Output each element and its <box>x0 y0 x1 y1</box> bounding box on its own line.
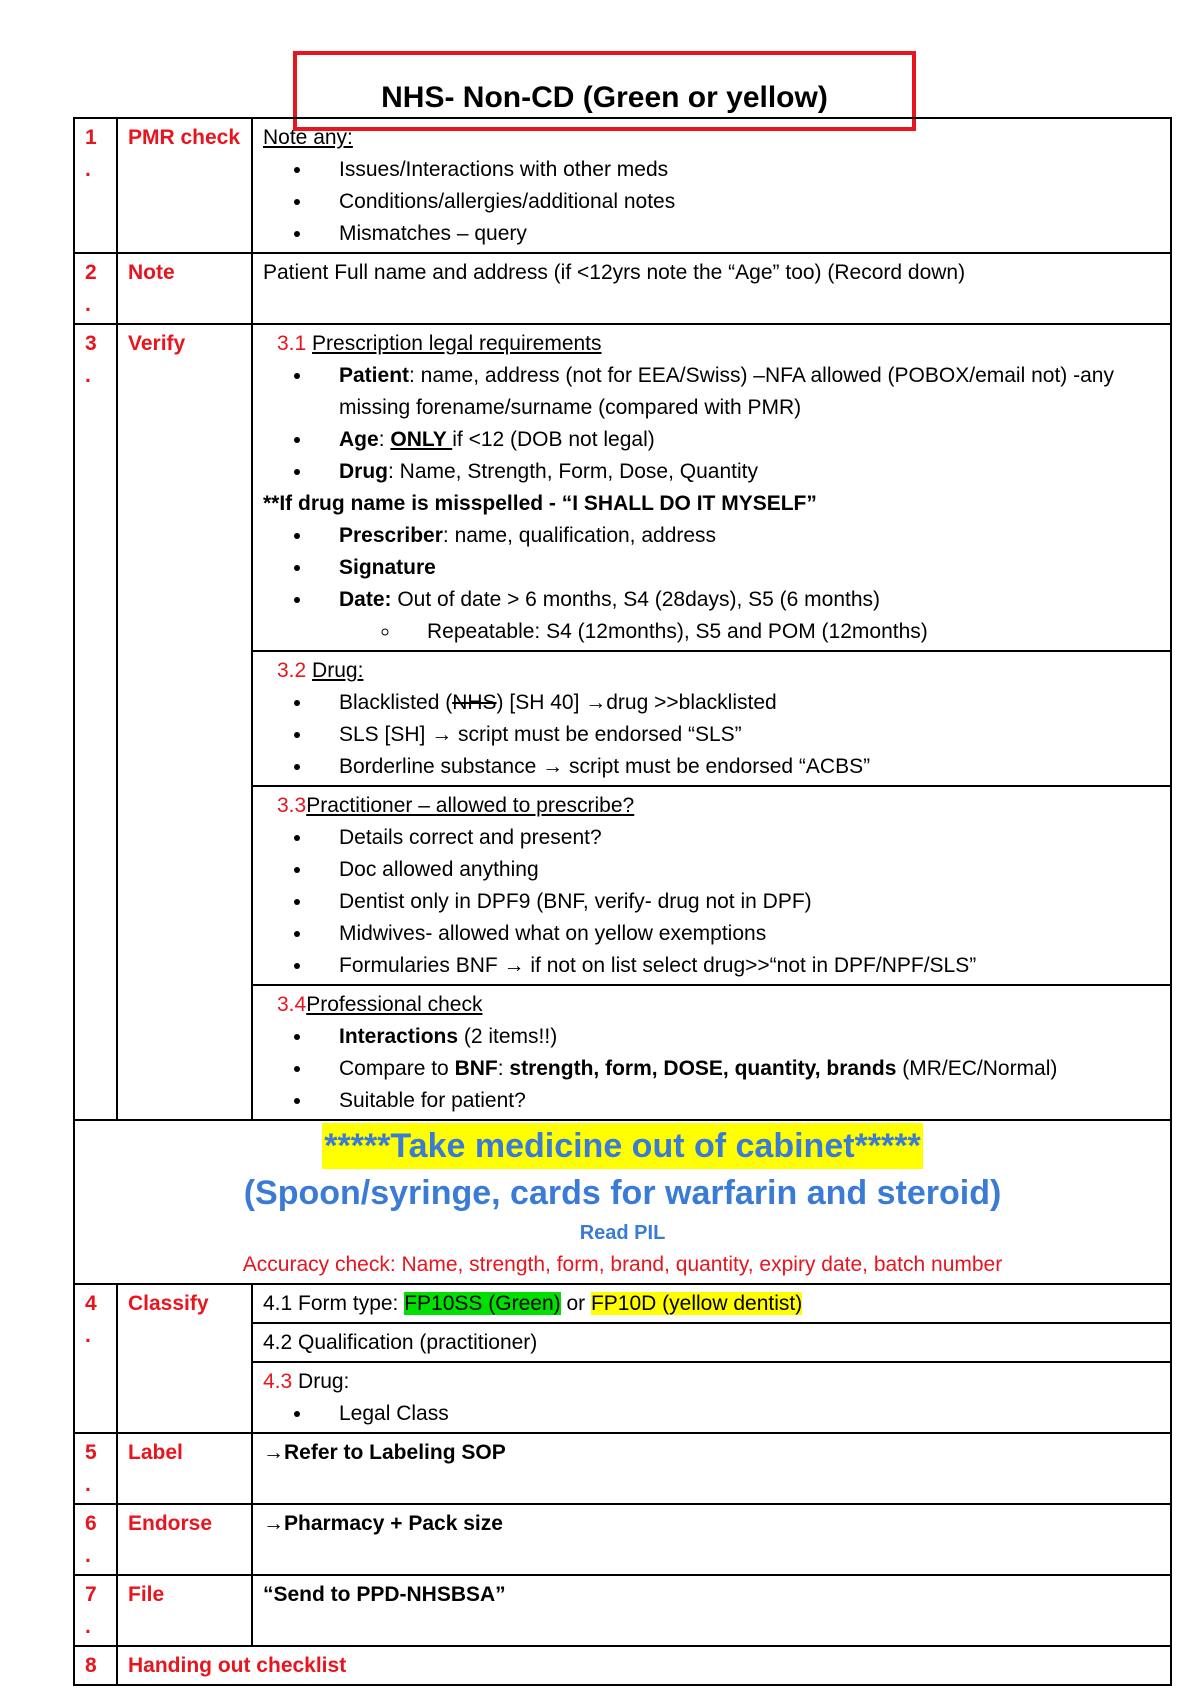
step-content: →Refer to Labeling SOP <box>252 1433 1171 1504</box>
step-label: Classify <box>117 1284 252 1433</box>
note-any-heading: Note any: <box>263 126 353 149</box>
list-item: ◦ Repeatable: S4 (12months), S5 and POM (12months) <box>401 616 1160 648</box>
page-title: NHS- Non-CD (Green or yellow) <box>381 81 828 114</box>
step-number: 2 . <box>74 253 117 324</box>
step-number: 4 . <box>74 1284 117 1433</box>
list-item: • Patient: name, address (not for EEA/Swiss) –NFA allowed (POBOX/email not) -any missing forename/surname (compared with PMR) <box>313 360 1160 424</box>
step-row-3 <box>74 324 1171 651</box>
step-row-4 <box>74 1284 1171 1323</box>
section-3-1: 3.1 Prescription legal requirements • Patient: name, address (not for EEA/Swiss) –NFA allowed (POBOX/email not) -any missing forename/surname (compared with PMR) • Age: ONLY if <12 (DOB not legal) • Drug: Name, Strength, Form, Dose, Quantity **If drug name is misspelled - “I SHALL DO IT MYSELF” • Prescriber: name, qualification, address • Signature • Date: Out of date > 6 months, S4 (28days), S5 (6 months) ◦ Repeatable: S4 (12months), S5 and POM (12months) <box>252 324 1171 651</box>
arrow-right-icon: → <box>585 691 607 714</box>
list-item: • Age: ONLY if <12 (DOB not legal) <box>313 424 1160 456</box>
list-item: • Midwives- allowed what on yellow exemptions <box>313 918 1160 950</box>
step-number: 7 . <box>74 1575 117 1646</box>
step-label: Label <box>117 1433 252 1504</box>
section-3-2: 3.2 Drug: • Blacklisted (NHS) [SH 40] →drug >>blacklisted • SLS [SH] → script must be endorsed “SLS” • Borderline substance → script must be endorsed “ACBS” <box>252 651 1171 786</box>
banner-subline: (Spoon/syringe, cards for warfarin and steroid) <box>243 1174 1002 1212</box>
step-row-5 <box>74 1433 1171 1504</box>
arrow-right-icon: → <box>263 1441 284 1464</box>
section-title: Professional check <box>306 993 483 1016</box>
read-pil-text: Read PIL <box>579 1222 666 1244</box>
step-label: Handing out checklist <box>117 1646 1171 1685</box>
list-item: • Dentist only in DPF9 (BNF, verify- drug not in DPF) <box>313 886 1160 918</box>
section-3-4: 3.4Professional check • Interactions (2 items!!) • Compare to BNF: strength, form, DOSE, quantity, brands (MR/EC/Normal) • Suitable for patient? <box>252 985 1171 1120</box>
arrow-right-icon: → <box>431 723 453 746</box>
list-item: • Blacklisted (NHS) [SH 40] →drug >>blacklisted <box>313 687 1160 719</box>
list-item: • Compare to BNF: strength, form, DOSE, quantity, brands (MR/EC/Normal) <box>313 1053 1160 1085</box>
step-content <box>252 118 1171 253</box>
section-title: Drug: <box>312 659 364 682</box>
classify-drug: 4.3 Drug: • Legal Class <box>252 1362 1171 1433</box>
step-number: 5 . <box>74 1433 117 1504</box>
arrow-right-icon: → <box>503 954 525 977</box>
list-item: • Mismatches – query <box>313 218 1160 250</box>
section-title: Practitioner – allowed to prescribe? <box>306 794 635 817</box>
list-item: • Interactions (2 items!!) <box>313 1021 1160 1053</box>
section-3-3: 3.3Practitioner – allowed to prescribe? • Details correct and present? • Doc allowed anything • Dentist only in DPF9 (BNF, verify- drug not in DPF) • Midwives- allowed what on yellow exemptions • Formularies BNF → if not on list select drug>>“not in DPF/NPF/SLS” <box>252 786 1171 985</box>
section-title: Prescription legal requirements <box>312 332 602 355</box>
step-content: “Send to PPD-NHSBSA” <box>252 1575 1171 1646</box>
cabinet-banner <box>74 1120 1171 1284</box>
list-item: • Borderline substance → script must be endorsed “ACBS” <box>313 751 1160 783</box>
list-item: • Conditions/allergies/additional notes <box>313 186 1160 218</box>
green-form-badge: FP10SS (Green) <box>404 1292 561 1315</box>
list-item: • Formularies BNF → if not on list select drug>>“not in DPF/NPF/SLS” <box>313 950 1160 982</box>
list-item: • Issues/Interactions with other meds <box>313 154 1160 186</box>
step-row-2 <box>74 253 1171 324</box>
list-item: • SLS [SH] → script must be endorsed “SLS” <box>313 719 1160 751</box>
classify-form-type: 4.1 Form type: FP10SS (Green) or FP10D (yellow dentist) <box>252 1284 1171 1323</box>
list-item: • Details correct and present? <box>313 822 1160 854</box>
list-item: • Drug: Name, Strength, Form, Dose, Quantity <box>313 456 1160 488</box>
banner-headline: *****Take medicine out of cabinet***** <box>322 1123 922 1169</box>
list-item: • Doc allowed anything <box>313 854 1160 886</box>
checklist-table <box>73 117 1172 1686</box>
step-number: 3 . <box>74 324 117 1120</box>
arrow-right-icon: → <box>263 1512 284 1535</box>
step-row-6 <box>74 1504 1171 1575</box>
yellow-form-badge: FP10D (yellow dentist) <box>590 1292 803 1315</box>
step-number: 1 . <box>74 118 117 253</box>
step-content: Patient Full name and address (if <12yrs note the “Age” too) (Record down) <box>252 253 1171 324</box>
list-item: • Legal Class <box>313 1398 1160 1430</box>
classify-qualification: 4.2 Qualification (practitioner) <box>252 1323 1171 1362</box>
list-item: • Signature <box>313 552 1160 584</box>
list-item: • Date: Out of date > 6 months, S4 (28days), S5 (6 months) ◦ Repeatable: S4 (12months), S5 and POM (12months) <box>313 584 1160 648</box>
step-content: →Pharmacy + Pack size <box>252 1504 1171 1575</box>
step-label: PMR check <box>117 118 252 253</box>
list-item: • Suitable for patient? <box>313 1085 1160 1117</box>
accuracy-check-text: Accuracy check: Name, strength, form, brand, quantity, expiry date, batch number <box>242 1253 1003 1276</box>
arrow-right-icon: → <box>542 755 564 778</box>
step-label: Endorse <box>117 1504 252 1575</box>
step-row-7 <box>74 1575 1171 1646</box>
misspelled-note: **If drug name is misspelled - “I SHALL DO IT MYSELF” <box>263 492 817 515</box>
step-label: File <box>117 1575 252 1646</box>
step-label: Verify <box>117 324 252 1120</box>
list-item: • Prescriber: name, qualification, address <box>313 520 1160 552</box>
step-row-8 <box>74 1646 1171 1685</box>
step-number: 6 . <box>74 1504 117 1575</box>
step-label: Note <box>117 253 252 324</box>
step-row-1 <box>74 118 1171 253</box>
step-number: 8 <box>74 1646 117 1685</box>
